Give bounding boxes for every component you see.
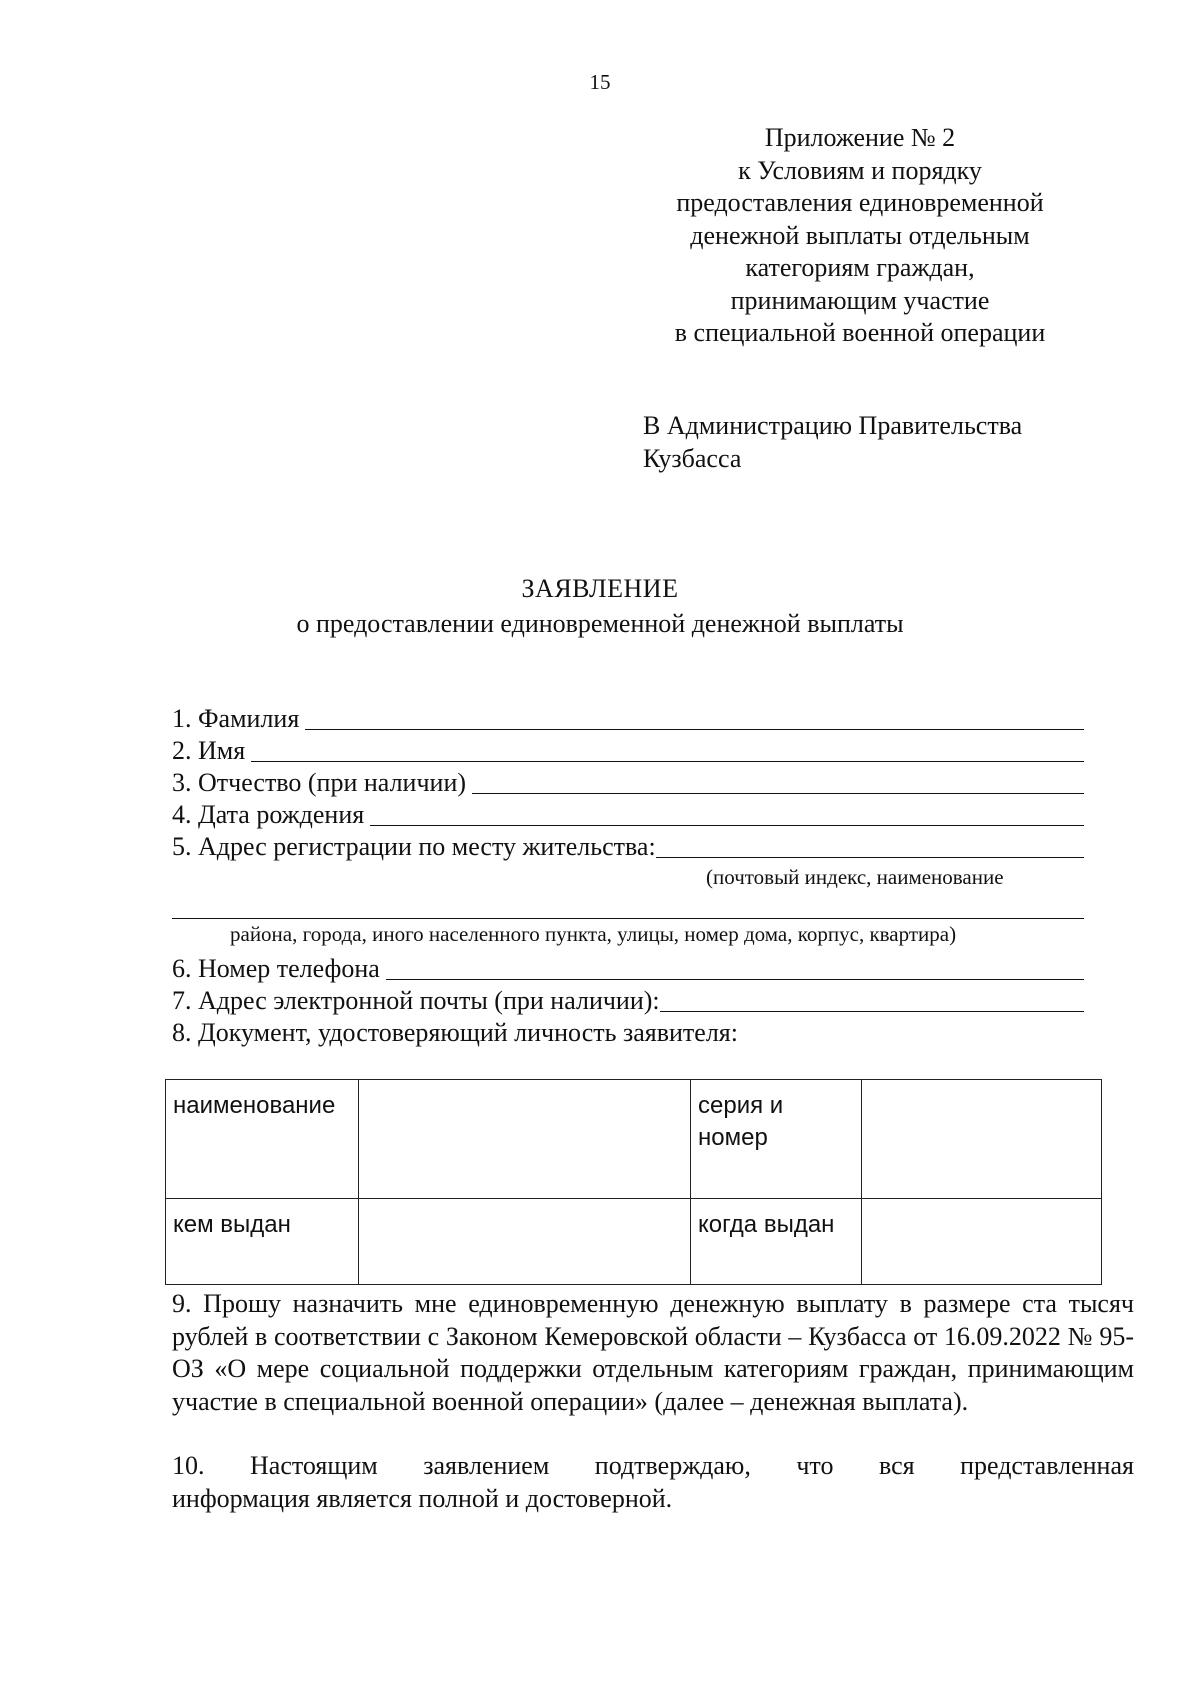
series-label-line: номер (698, 1124, 768, 1151)
paragraph-9: 9. Прошу назначить мне единовременную денежную выплату в размере ста тысяч рублей в соответствии с Законом Кемеровской области – Кузбасса от 16.09.2022 № 95-ОЗ «О мере социальной поддержки отдельным категориям граждан, принимающим участие в специальной военной операции» (далее – денежная выплата). (172, 1289, 1134, 1416)
field-surname (172, 702, 1084, 734)
birthdate-input-line[interactable] (370, 801, 1084, 826)
page-number: 15 (589, 70, 611, 94)
paragraph-10-word: что (796, 1451, 834, 1480)
address-hint-2: района, города, иного населенного пункта, улицы, номер дома, корпус, квартира) (230, 922, 957, 946)
appendix-line: Приложение № 2 (764, 123, 956, 152)
id-document-table (165, 1079, 1102, 1285)
address-input-line[interactable] (656, 833, 1084, 858)
address-hint-1: (почтовый индекс, наименование (706, 865, 1004, 889)
document-title: ЗАЯВЛЕНИЕ (521, 574, 679, 603)
field-patronymic-label: 3. Отчество (при наличии) (172, 768, 467, 797)
issued-when-label: когда выдан (698, 1211, 835, 1238)
field-phone (172, 952, 1084, 984)
field-email-label: 7. Адрес электронной почты (при наличии): (172, 986, 660, 1015)
appendix-line: к Условиям и порядку (738, 155, 982, 185)
issued-when-label-cell (691, 1199, 862, 1285)
field-address (172, 830, 1084, 862)
phone-input-line[interactable] (386, 955, 1084, 980)
field-id-document-label: 8. Документ, удостоверяющий личность заявителя: (172, 1018, 738, 1047)
appendix-line: в специальной военной операции (674, 318, 1046, 347)
appendix-header (640, 122, 1080, 350)
paragraph-10-word: Настоящим (250, 1451, 378, 1480)
name-input-line[interactable] (251, 737, 1084, 762)
field-birthdate-label: 4. Дата рождения (172, 800, 365, 829)
field-birthdate (172, 798, 1084, 830)
issued-by-label: кем выдан (173, 1211, 291, 1238)
address-input-line-2[interactable] (172, 918, 1084, 919)
field-name (172, 734, 1084, 766)
paragraph-10-word: подтверждаю, (594, 1451, 751, 1480)
email-input-line[interactable] (660, 987, 1084, 1012)
addressee-line: Кузбасса (643, 443, 742, 473)
paragraph-10-word: представленная (960, 1451, 1134, 1480)
paragraph-10-line-2: информация является полной и достоверной. (172, 1483, 673, 1513)
paragraph-10-word: 10. (172, 1451, 205, 1480)
field-address-label: 5. Адрес регистрации по месту жительства: (172, 832, 656, 861)
surname-input-line[interactable] (305, 705, 1084, 730)
issued-by-value-cell[interactable] (359, 1199, 691, 1285)
field-phone-label: 6. Номер телефона (172, 954, 380, 983)
field-email (172, 984, 1084, 1016)
field-id-document (172, 1016, 1084, 1048)
series-label-line: серия и (698, 1092, 784, 1119)
appendix-line: предоставления единовременной (676, 188, 1044, 217)
name-label: наименование (173, 1092, 336, 1119)
addressee (643, 410, 1083, 475)
series-value-cell[interactable] (862, 1080, 1102, 1199)
issued-when-value-cell[interactable] (862, 1199, 1102, 1285)
paragraph-10 (172, 1450, 1134, 1515)
field-name-label: 2. Имя (172, 736, 246, 765)
field-surname-label: 1. Фамилия (172, 704, 300, 733)
appendix-line: принимающим участие (730, 285, 990, 315)
name-label-cell (166, 1080, 359, 1199)
appendix-line: денежной выплаты отдельным (690, 220, 1030, 250)
series-label-cell (691, 1080, 862, 1199)
name-value-cell[interactable] (359, 1080, 691, 1199)
paragraph-10-word: заявлением (423, 1451, 550, 1480)
paragraph-10-word: вся (878, 1451, 915, 1480)
paragraph-10-line-1 (172, 1450, 1134, 1483)
table-row (166, 1080, 1102, 1199)
field-patronymic (172, 766, 1084, 798)
document-subtitle: о предоставлении единовременной денежной выплаты (296, 609, 904, 638)
addressee-line: В Администрацию Правительства (643, 411, 1023, 440)
appendix-line: категориям граждан, (745, 253, 975, 282)
patronymic-input-line[interactable] (472, 769, 1084, 794)
issued-by-label-cell (166, 1199, 359, 1285)
table-row (166, 1199, 1102, 1285)
